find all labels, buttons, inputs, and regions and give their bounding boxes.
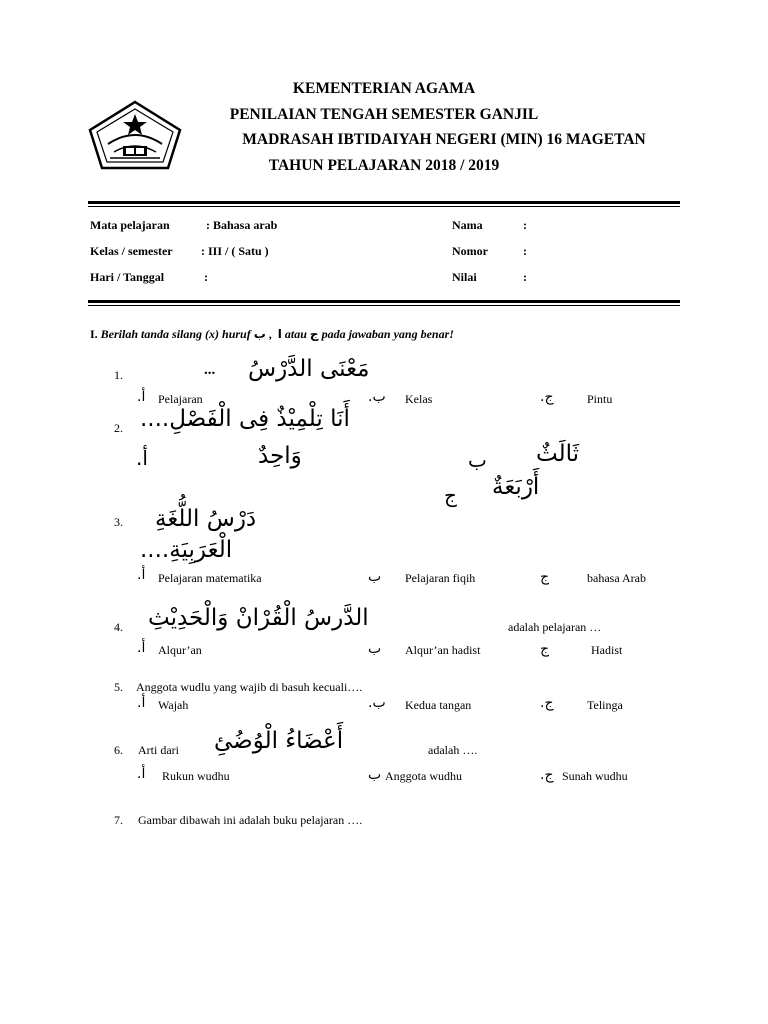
q1-option-b: Kelas [405, 392, 433, 406]
q4-tail: adalah pelajaran … [508, 620, 602, 634]
q6-option-c: Sunah wudhu [562, 769, 628, 783]
q5-option-a: Wajah [158, 698, 189, 712]
q4-option-a-mark: أ. [137, 640, 146, 656]
q4-option-a: Alqur’an [158, 643, 202, 657]
instruction-comma: , [268, 327, 272, 341]
q6-number: 6. [114, 743, 123, 757]
score-value: : [523, 270, 527, 284]
header-line-4: TAHUN PELAJARAN 2018 / 2019 [268, 157, 500, 174]
q5-option-b-mark: ب. [368, 695, 386, 711]
q6-lead: Arti dari [138, 743, 179, 757]
q5-number: 5. [114, 680, 123, 694]
q2-arabic: أَنَا تِلْمِيْذٌ فِى الْفَصْلِ.... [140, 406, 350, 432]
q2-option-b: ثَالَثٌ [536, 441, 580, 467]
instruction-choice-a: ا [277, 327, 282, 341]
q6-option-b: Anggota wudhu [385, 769, 462, 783]
q3-option-b: Pelajaran fiqih [405, 571, 476, 585]
q4-arabic: الدَّرسُ الْقُرْانْ وَالْحَدِيْثِ [148, 605, 369, 631]
q3-option-c: bahasa Arab [587, 571, 646, 585]
q1-option-c: Pintu [587, 392, 613, 406]
q1-option-a: Pelajaran [158, 392, 203, 406]
header-line-3: MADRASAH IBTIDAIYAH NEGERI (MIN) 16 MAGETAN [242, 131, 646, 148]
name-label: Nama [452, 218, 483, 232]
q3-number: 3. [114, 515, 123, 529]
q3-arabic-line-2: الْعَرَبِيَةِ.... [140, 537, 233, 563]
header-line-1: KEMENTERIAN AGAMA [292, 80, 476, 97]
q1-number: 1. [114, 368, 123, 382]
instruction [90, 327, 454, 342]
name-value: : [523, 218, 527, 232]
class-value: : III / ( Satu ) [201, 244, 269, 258]
q4-option-c-mark: ج [540, 641, 550, 657]
q2-option-c: أَرْبَعَةٌ [492, 474, 540, 500]
number-label: Nomor [452, 244, 488, 258]
date-value: : [204, 270, 208, 284]
q4-number: 4. [114, 620, 123, 634]
q7-text: Gambar dibawah ini adalah buku pelajaran …. [138, 813, 363, 827]
q2-option-b-mark: ب [468, 448, 487, 472]
subject-label: Mata pelajaran [90, 218, 170, 232]
subject-value: : Bahasa arab [206, 218, 278, 232]
q2-option-a: وَاحِدٌ [258, 443, 302, 469]
instruction-atau: atau [284, 327, 307, 341]
q3-option-c-mark: ج [540, 569, 550, 585]
instruction-choice-c: ج [309, 327, 319, 341]
q6-option-a: Rukun wudhu [162, 769, 230, 783]
q2-option-c-mark: ج [444, 483, 457, 507]
q6-option-a-mark: أ. [137, 766, 146, 782]
q5-option-a-mark: أ. [137, 695, 146, 711]
q3-option-a: Pelajaran matematika [158, 571, 262, 585]
q4-option-b: Alqur’an hadist [405, 643, 481, 657]
q6-option-c-mark: ج. [540, 767, 554, 783]
class-label: Kelas / semester [90, 244, 173, 258]
header-line-2: PENILAIAN TENGAH SEMESTER GANJIL [229, 106, 539, 123]
q3-option-b-mark: ب [368, 569, 382, 585]
instruction-choice-b: ب [253, 327, 266, 341]
header-divider-thick [88, 201, 680, 204]
q1-arabic: مَعْنَى الدَّرْسُ [248, 356, 370, 382]
number-value: : [523, 244, 527, 258]
q1-dots: ... [204, 362, 216, 378]
q1-option-a-mark: أ. [137, 389, 146, 405]
q1-option-b-mark: ب. [368, 389, 386, 405]
q5-text: Anggota wudlu yang wajib di basuh kecuali…. [136, 680, 363, 694]
q4-option-c: Hadist [591, 643, 623, 657]
q5-option-c-mark: ج. [540, 695, 554, 711]
q5-option-c: Telinga [587, 698, 623, 712]
q3-arabic-line-1: دَرْسُ اللُّغَةِ [155, 506, 257, 532]
info-divider-thin [88, 305, 680, 306]
instruction-text-after: pada jawaban yang benar! [321, 327, 454, 341]
q6-option-b-mark: ب [368, 767, 382, 783]
q7-number: 7. [114, 813, 123, 827]
q2-number: 2. [114, 421, 123, 435]
q2-option-a-mark: أ. [136, 446, 148, 470]
instruction-number: I. [90, 327, 98, 341]
info-divider-thick [88, 300, 680, 303]
q4-option-b-mark: ب [368, 641, 382, 657]
q6-arabic: أَعْضَاءُ الْوُضُئِ [214, 728, 344, 754]
q1-option-c-mark: ج. [540, 389, 554, 405]
q6-tail: adalah …. [428, 743, 478, 757]
q3-option-a-mark: أ. [137, 567, 146, 583]
date-label: Hari / Tanggal [90, 270, 165, 284]
score-label: Nilai [452, 270, 477, 284]
q5-option-b: Kedua tangan [405, 698, 472, 712]
header-divider-thin [88, 206, 680, 207]
instruction-text-before: Berilah tanda silang (x) huruf [100, 327, 251, 341]
